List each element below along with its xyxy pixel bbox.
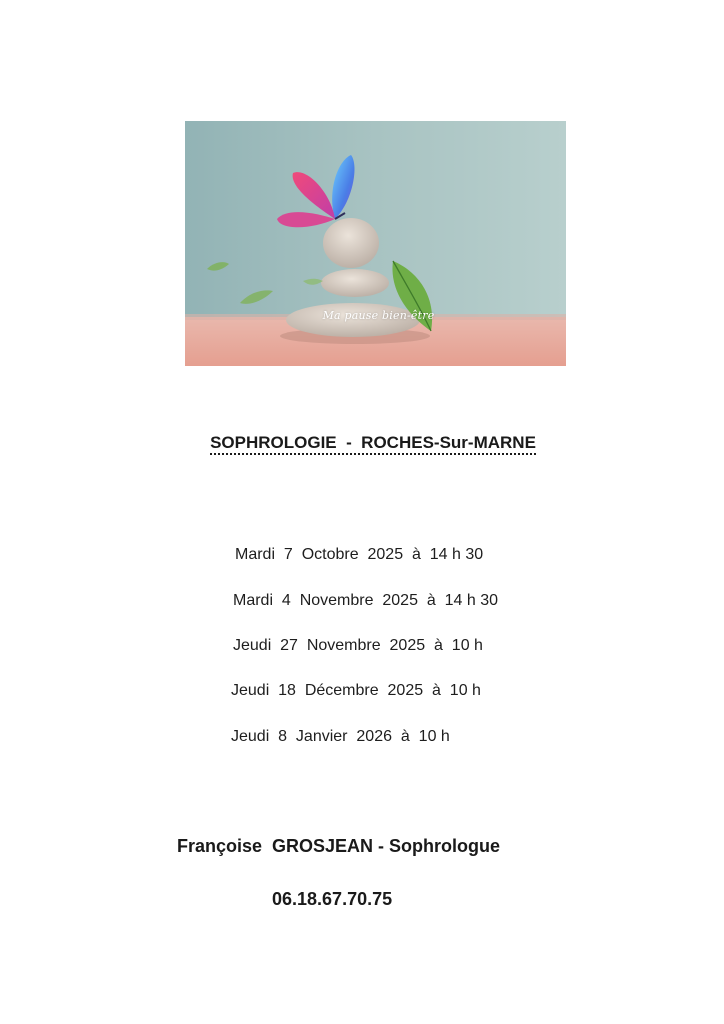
- illustration-photo: [185, 121, 566, 366]
- session-date: Jeudi 27 Novembre 2025 à 10 h: [233, 637, 483, 654]
- contact-phone: 06.18.67.70.75: [272, 889, 393, 909]
- session-date: Mardi 7 Octobre 2025 à 14 h 30: [235, 546, 484, 563]
- image-caption: Ma pause bien-être: [322, 309, 435, 322]
- session-date: Mardi 4 Novembre 2025 à 14 h 30: [233, 592, 499, 609]
- contact-name: Françoise GROSJEAN - Sophrologue: [177, 836, 501, 856]
- session-date: Jeudi 18 Décembre 2025 à 10 h: [231, 682, 481, 699]
- stacked-stones-butterfly-image: [185, 121, 566, 366]
- page-title-text: SOPHROLOGIE - ROCHES-Sur-MARNE: [210, 433, 536, 455]
- session-date: Jeudi 8 Janvier 2026 à 10 h: [231, 728, 450, 745]
- page-title: [0, 433, 724, 453]
